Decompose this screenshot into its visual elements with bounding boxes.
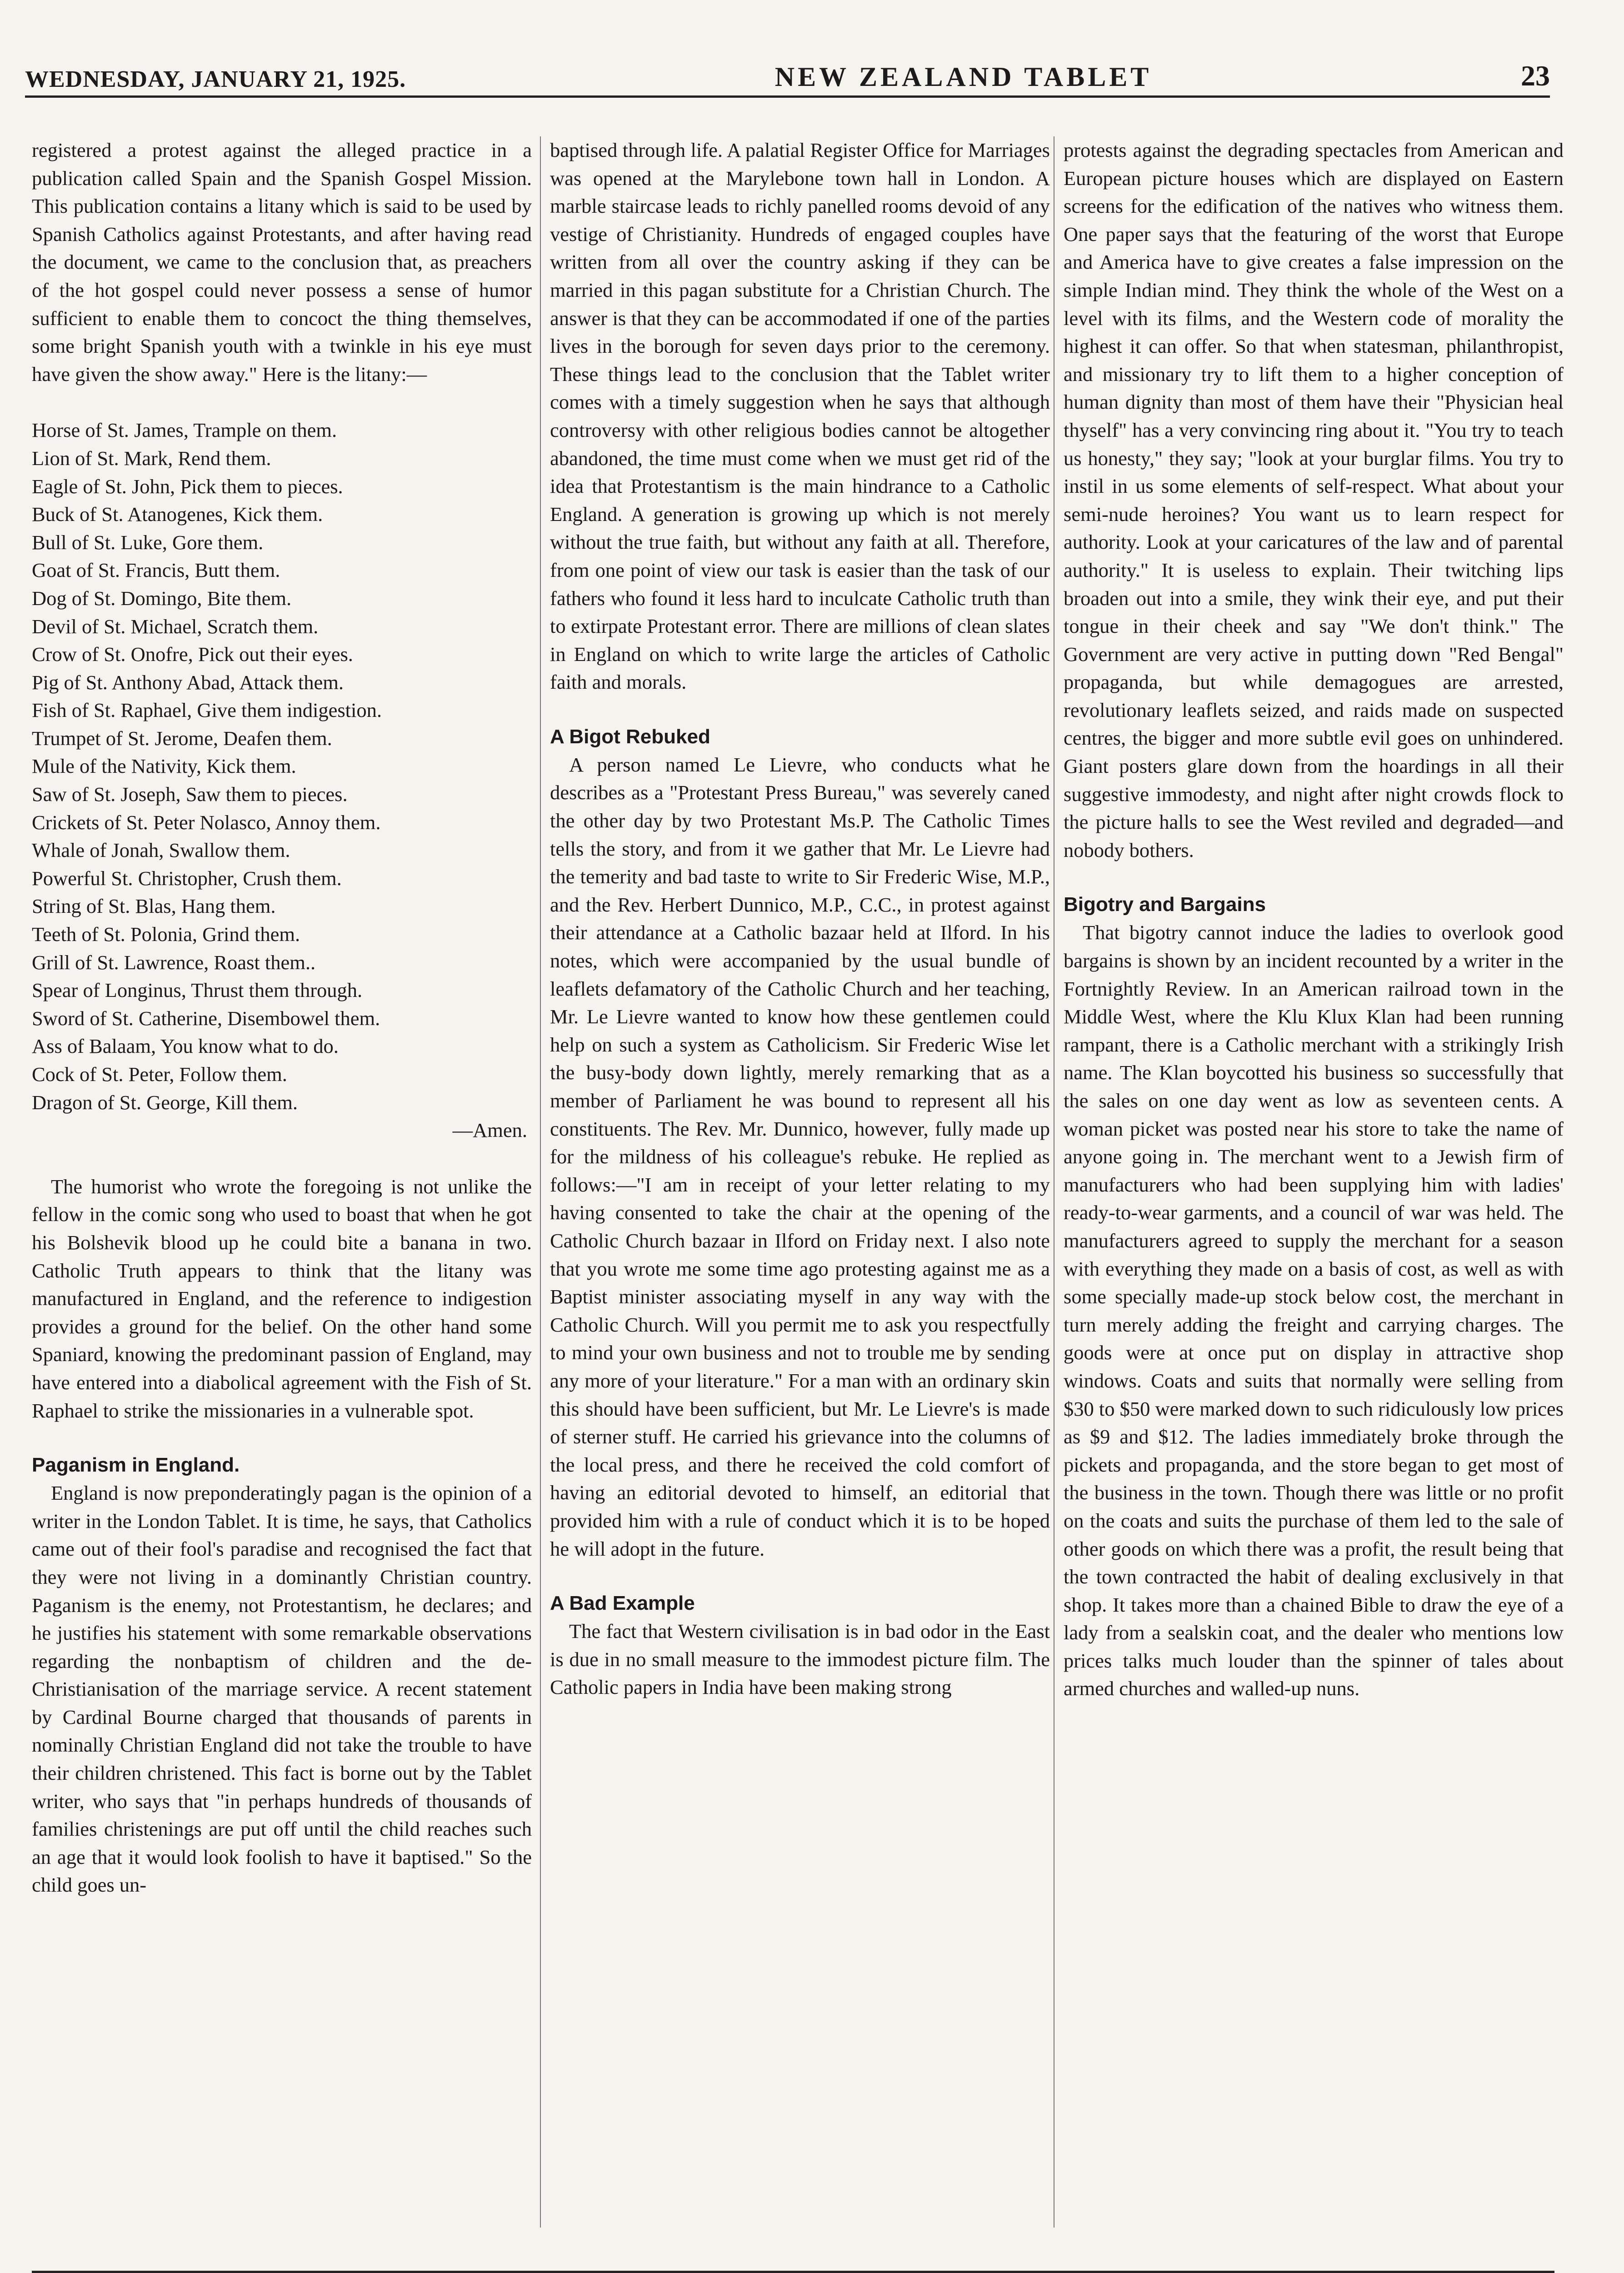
litany-line: Teeth of St. Polonia, Grind them.	[32, 923, 300, 946]
litany-line: Eagle of St. John, Pick them to pieces.	[32, 475, 343, 498]
litany-line: Dog of St. Domingo, Bite them.	[32, 586, 292, 610]
litany-line: Goat of St. Francis, Butt them.	[32, 559, 280, 582]
litany-line: Sword of St. Catherine, Disembowel them.	[32, 1006, 380, 1030]
article-paragraph: The fact that Western civilisation is in bad odor in the East is due in no small measure to the immodest picture film. The Catholic papers in India have been making strong	[550, 1620, 1050, 1699]
column-1	[32, 136, 532, 2255]
litany-line: Saw of St. Joseph, Saw them to pieces.	[32, 783, 348, 806]
litany-line: Grill of St. Lawrence, Roast them..	[32, 951, 316, 974]
litany-line: Buck of St. Atanogenes, Kick them.	[32, 503, 323, 526]
litany-line: Trumpet of St. Jerome, Deafen them.	[32, 726, 332, 750]
column-2	[550, 136, 1050, 2255]
litany-line: Devil of St. Michael, Scratch them.	[32, 615, 319, 638]
litany-line: Fish of St. Raphael, Give them indigestion.	[32, 699, 382, 722]
page-number: 23	[1520, 60, 1550, 92]
issue-date: WEDNESDAY, JANUARY 21, 1925.	[25, 66, 406, 92]
advertisement	[32, 2271, 1554, 2273]
litany-line: Bull of St. Luke, Gore them.	[32, 531, 264, 554]
litany-line: Crickets of St. Peter Nolasco, Annoy them.	[32, 811, 381, 834]
publication-title: NEW ZEALAND TABLET	[775, 62, 1152, 92]
litany-line: Crow of St. Onofre, Pick out their eyes.	[32, 643, 353, 666]
litany-line: String of St. Blas, Hang them.	[32, 895, 276, 918]
column-3	[1064, 136, 1564, 2255]
litany-list	[32, 416, 532, 1116]
masthead	[25, 54, 1550, 93]
section-heading: Paganism in England.	[32, 1454, 240, 1477]
litany-line: Powerful St. Christopher, Crush them.	[32, 866, 342, 890]
litany-line: Spear of Longinus, Thrust them through.	[32, 979, 363, 1002]
litany-line: Cock of St. Peter, Follow them.	[32, 1063, 287, 1086]
article-paragraph: The humorist who wrote the foregoing is not unlike the fellow in the comic song who used to boast that when he got his Bolshevik blood up he could bite a banana in two. Catholic Truth appears to think that the litany was manufactured in England, and the reference to indigestion provides a ground for the belief. On the other hand some Spaniard, knowing the predominant passion of England, may have entered into a diabolical agreement with the Fish of St. Raphael to strike the missionaries in a vulnerable spot.	[32, 1175, 532, 1422]
article-paragraph: registered a protest against the alleged practice in a publication called Spain and the Spanish Gospel Mission. This publication contains a litany which is said to be used by Spanish Catholics against Protestants, and after having read the document, we came to the conclusion that, as preachers of the hot gospel could never possess a sense of humor sufficient to enable them to concoct the thing themselves, some bright Spanish youth with a twinkle in his eye must have given the show away." Here is the litany:—	[32, 139, 532, 386]
masthead-rule	[25, 95, 1550, 98]
litany-amen: —Amen.	[452, 1119, 527, 1142]
litany-line: Horse of St. James, Trample on them.	[32, 419, 337, 442]
section-heading: A Bad Example	[550, 1592, 695, 1615]
litany-line: Pig of St. Anthony Abad, Attack them.	[32, 671, 344, 694]
article-paragraph: baptised through life. A palatial Register Office for Marriages was opened at the Marylebone town hall in London. A marble staircase leads to richly panelled rooms devoid of any vestige of Christianity. Hundreds of engaged couples have written from all over the country asking if they can be married in this pagan substitute for a Christian Church. The answer is that they can be accommodated if one of the parties lives in the borough for seven days prior to the ceremony. These things lead to the conclusion that the Tablet writer comes with a timely suggestion when he says that although controversy with other religious bodies cannot be altogether abandoned, the time must come when we must get rid of the idea that Protestantism is the main hindrance to a Catholic England. A generation is growing up which is not merely without the true faith, but without any faith at all. Therefore, from one point of view our task is easier than the task of our fathers who found it less hard to inculcate Catholic truth than to extirpate Protestant error. There are millions of clean slates in England on which to write large the articles of Catholic faith and morals.	[550, 139, 1050, 694]
column-divider	[540, 136, 541, 2228]
litany-line: Lion of St. Mark, Rend them.	[32, 446, 271, 470]
article-paragraph: England is now preponderatingly pagan is the opinion of a writer in the London Tablet. It is time, he says, that Catholics came out of their fool's paradise and recognised the fact that they were not living in a dominantly Christian country. Paganism is the enemy, not Protestantism, he declares; and he justifies his statement with some remarkable observations regarding the nonbaptism of children and the de-Christianisation of the marriage service. A recent statement by Cardinal Bourne charged that thousands of parents in nominally Christian England did not take the trouble to have their children christened. This fact is borne out by the Tablet writer, who says that "in perhaps hundreds of thousands of families christenings are put off until the child reaches such an age that it would look foolish to have it baptised." So the child goes un-	[32, 1482, 532, 1897]
litany-line: Dragon of St. George, Kill them.	[32, 1091, 298, 1114]
litany-line: Mule of the Nativity, Kick them.	[32, 755, 296, 778]
article-paragraph: protests against the degrading spectacles from American and European picture houses which are displayed on Eastern screens for the edification of the natives who witness them. One paper says that the featuring of the worst that Europe and America have to give creates a false impression on the simple Indian mind. They think the whole of the West on a level with its films, and the Western code of morality the highest it can offer. So that when statesman, philanthropist, and missionary try to lift them to a higher conception of human dignity than most of them have their "Physician heal thyself" has a very convincing ring about it. "You try to teach us honesty," they say; "look at your burglar films. You try to instil in us some elements of self-respect. What about your semi-nude heroines? You want us to learn respect for authority. Look at your caricatures of the law and of parental authority." It is useless to explain. Their twitching lips broaden out into a smile, they wink their eye, and put their tongue in their cheek and say "We don't think." The Government are very active in putting down "Red Bengal" propaganda, but while demagogues are arrested, revolutionary leaflets seized, and raids made on suspected centres, the bigger and more subtle evil goes on unhindered. Giant posters glare down from the hoardings in all their suggestive immodesty, and night after night crowds flock to the picture halls to see the West reviled and degraded—and nobody bothers.	[1064, 139, 1564, 861]
section-heading: A Bigot Rebuked	[550, 725, 710, 748]
litany-line: Whale of Jonah, Swallow them.	[32, 839, 290, 862]
litany-line: Ass of Balaam, You know what to do.	[32, 1035, 339, 1058]
section-heading: Bigotry and Bargains	[1064, 893, 1266, 916]
article-paragraph: A person named Le Lievre, who conducts what he describes as a "Protestant Press Bureau," was severely caned the other day by two Protestant Ms.P. The Catholic Times tells the story, and from it we gather that Mr. Le Lievre had the temerity and bad taste to write to Sir Frederic Wise, M.P., and the Rev. Herbert Dunnico, M.P., C.C., in protest against their attendance at a Catholic bazaar held at Ilford. In his notes, which were accompanied by the usual bundle of leaflets defamatory of the Catholic Church and her teaching, Mr. Le Lievre wanted to know how these gentlemen could help on such a system as Catholicism. Sir Frederic Wise let the busy-body down lightly, merely remarking that as a member of Parliament he was bound to represent all his constituents. The Rev. Mr. Dunnico, however, fully made up for the mildness of his colleague's rebuke. He replied as follows:—"I am in receipt of your letter relating to my having consented to take the chair at the opening of the Catholic Church bazaar in Ilford on Friday next. I also note that you wrote me some time ago protesting against me as a Baptist minister associating myself in any way with the Catholic Church. Will you permit me to ask you respectfully to mind your own business and not to trouble me by sending any more of your literature." For a man with an ordinary skin this should have been sufficient, but Mr. Le Lievre's is made of sterner stuff. He carried his grievance into the columns of the local press, and there he received the cold comfort of having an editorial devoted to himself, an editorial that provided him with a rule of conduct which it is to be hoped he will adopt in the future.	[550, 753, 1050, 1560]
article-paragraph: That bigotry cannot induce the ladies to overlook good bargains is shown by an incident recounted by a writer in the Fortnightly Review. In an American railroad town in the Middle West, where the Klu Klux Klan had been running rampant, there is a Catholic merchant with a strikingly Irish name. The Klan boycotted his business so successfully that the sales on one day went as low as seventeen cents. A woman picket was posted near his store to take the name of anyone going in. The merchant went to a Jewish firm of manufacturers who had been supplying him with ladies' ready-to-wear garments, and a council of war was held. The manufacturers agreed to supply the merchant for a season with everything they made on a basis of cost, as well as with some specially made-up stock below cost, the merchant in turn merely adding the freight and carrying charges. The goods were at once put on display in attractive shop windows. Coats and suits that normally were selling from $30 to $50 were marked down to such ridiculously low prices as $9 and $12. The ladies immediately broke through the pickets and propaganda, and the store began to get most of the business in the town. Though there was little or no profit on the coats and suits the purchase of them led to the sale of other goods on which there was a profit, the result being that the town contracted the habit of dealing exclusively in that shop. It takes more than a chained Bible to draw the eye of a lady from a sealskin coat, and the dealer who mentions low prices talks much louder than the spinner of tales about armed churches and walled-up nuns.	[1064, 921, 1564, 1700]
